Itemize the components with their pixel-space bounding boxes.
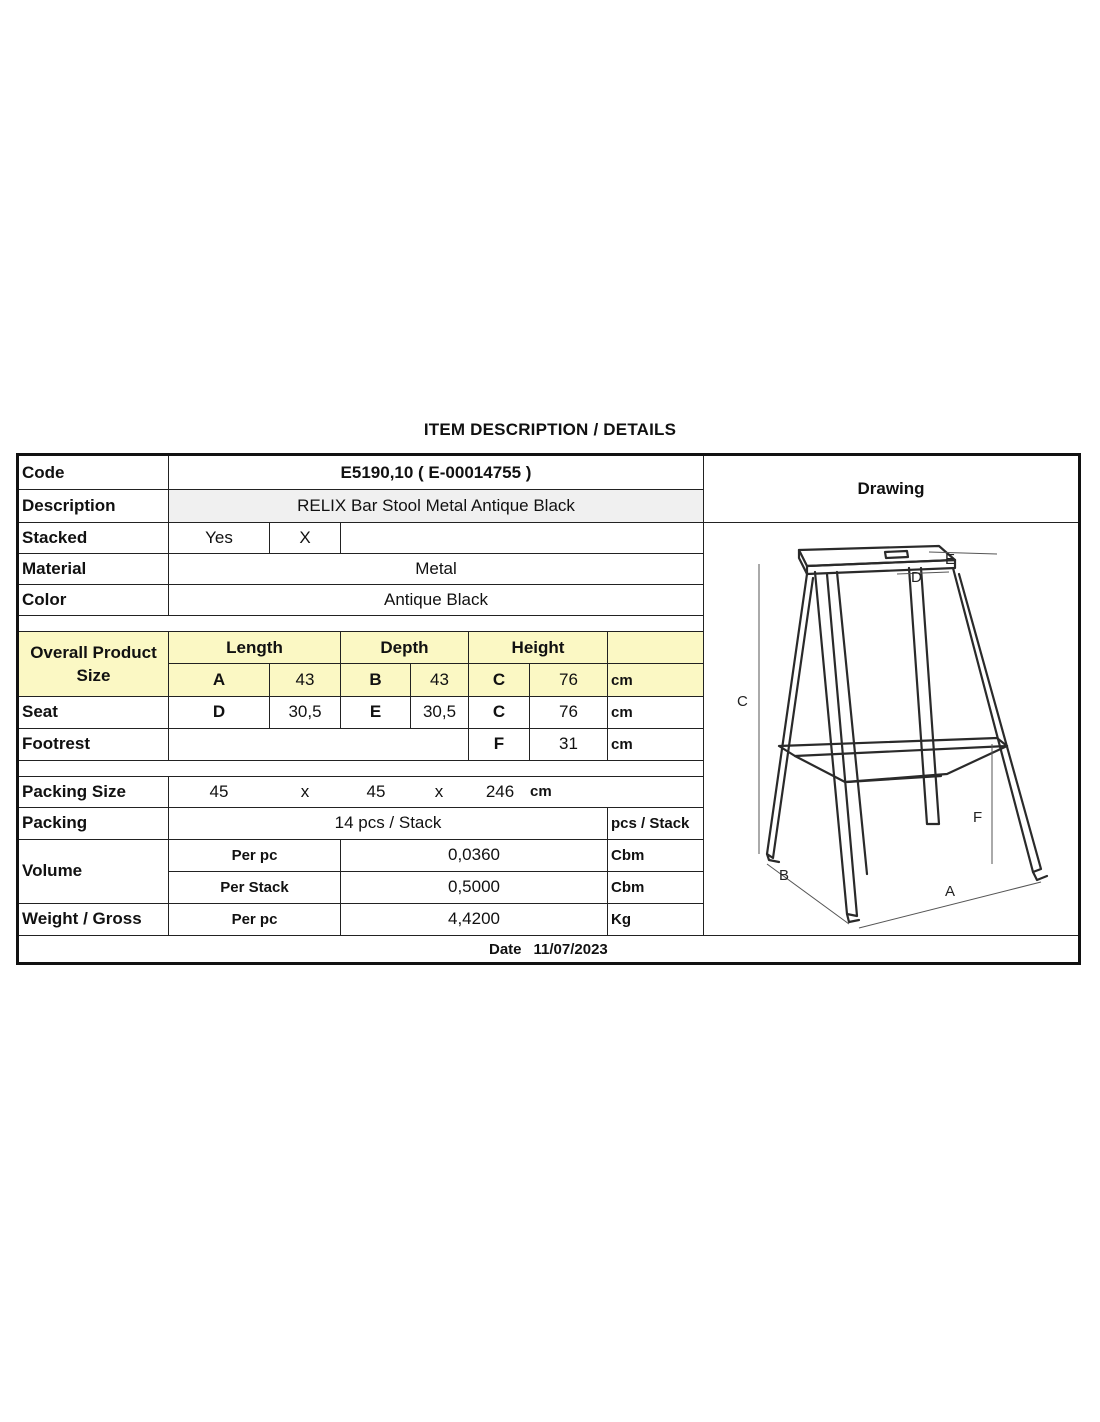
overall-a-label: A — [212, 670, 226, 689]
packing-label: Packing — [22, 813, 88, 832]
volume-unit-2: Cbm — [611, 878, 645, 896]
depth-header: Depth — [380, 637, 429, 657]
volume-per-stack-value: 0,5000 — [448, 877, 500, 896]
packing-size-height: 246 — [485, 781, 515, 801]
seat-c-value: 76 — [559, 702, 578, 721]
date-value: 11/07/2023 — [533, 941, 608, 958]
overall-c-label: C — [492, 670, 506, 689]
drawing-label-c: C — [737, 693, 748, 710]
seat-e-value: 30,5 — [422, 702, 457, 721]
stool-drawing — [707, 524, 1081, 938]
details-table — [16, 453, 1081, 965]
color-label: Color — [22, 589, 67, 609]
drawing-label-a: A — [945, 883, 956, 900]
code-label: Code — [22, 463, 65, 482]
stacked-label: Stacked — [22, 527, 88, 547]
packing-size-x1: x — [300, 781, 310, 801]
overall-size-label: Overall Product Size — [30, 643, 157, 685]
volume-per-pc-value: 0,0360 — [448, 845, 500, 864]
weight-value: 4,4200 — [448, 909, 500, 928]
drawing-label-e: E — [945, 551, 956, 568]
packing-unit: pcs / Stack — [611, 814, 690, 832]
seat-e-label: E — [369, 702, 382, 721]
volume-per-stack-label: Per Stack — [220, 878, 289, 896]
packing-size-width: 45 — [366, 781, 386, 801]
height-header: Height — [511, 637, 565, 657]
material-label: Material — [22, 558, 87, 578]
description-value: RELIX Bar Stool Metal Antique Black — [297, 496, 575, 515]
length-header: Length — [226, 637, 283, 657]
seat-d-label: D — [212, 702, 226, 721]
drawing-label-d: D — [911, 569, 922, 586]
description-label: Description — [22, 496, 116, 515]
overall-c-value: 76 — [559, 670, 578, 689]
weight-unit: Kg — [611, 910, 631, 928]
overall-a-value: 43 — [295, 670, 315, 689]
code-value: E5190,10 ( E-00014755 ) — [340, 463, 532, 482]
stacked-mark: X — [299, 527, 311, 547]
date-label: Date — [489, 941, 522, 958]
footrest-unit: cm — [611, 735, 633, 753]
weight-per-pc-label: Per pc — [231, 910, 278, 928]
color-value: Antique Black — [384, 589, 488, 609]
volume-label: Volume — [22, 861, 83, 880]
document-title: ITEM DESCRIPTION / DETAILS — [423, 420, 677, 439]
packing-size-x2: x — [434, 781, 444, 801]
material-value: Metal — [415, 558, 457, 578]
drawing-label-f: F — [973, 809, 983, 826]
volume-per-pc-label: Per pc — [231, 846, 278, 864]
packing-value: 14 pcs / Stack — [334, 813, 442, 832]
drawing-label-b: B — [779, 867, 790, 884]
seat-label: Seat — [22, 702, 58, 721]
weight-label: Weight / Gross — [22, 909, 142, 928]
volume-unit-1: Cbm — [611, 846, 645, 864]
footrest-label: Footrest — [22, 734, 90, 753]
seat-c-label: C — [492, 702, 506, 721]
overall-b-label: B — [369, 670, 382, 689]
bar-stool-illustration — [707, 524, 1081, 938]
seat-unit: cm — [611, 703, 633, 721]
footrest-f-value: 31 — [559, 734, 578, 753]
seat-d-value: 30,5 — [288, 702, 322, 721]
overall-b-value: 43 — [430, 670, 449, 689]
stacked-yes: Yes — [205, 527, 233, 547]
footrest-f-label: F — [493, 734, 505, 753]
packing-size-length: 45 — [209, 781, 229, 801]
date-row — [489, 936, 689, 963]
drawing-header: Drawing — [857, 479, 925, 498]
packing-size-label: Packing Size — [22, 781, 126, 801]
packing-size-unit: cm — [530, 783, 552, 800]
overall-unit: cm — [611, 671, 633, 689]
